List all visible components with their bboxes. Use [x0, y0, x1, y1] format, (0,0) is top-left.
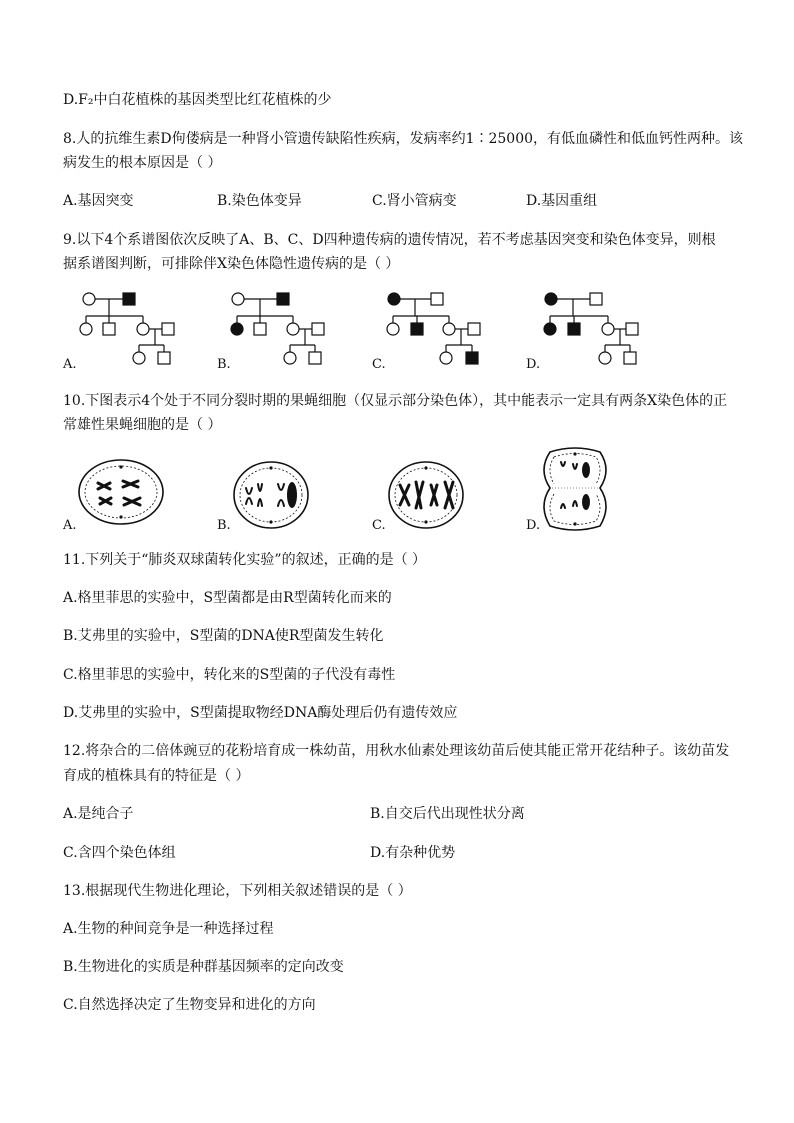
pedigree-b	[227, 290, 347, 370]
q8-option-b: B.染色体变异	[217, 193, 302, 209]
q11-option-d: D.艾弗里的实验中，S型菌提取物经DNA酶处理后仍有遗传效应	[63, 705, 458, 721]
pedigree-a	[78, 290, 198, 370]
q11-stem: 11.下列关于“肺炎双球菌转化实验”的叙述，正确的是（ ）	[63, 552, 427, 568]
q13-option-c: C.自然选择决定了生物变异和进化的方向	[63, 997, 316, 1013]
q10-stem-line2: 常雄性果蝇细胞的是（ ）	[63, 417, 222, 433]
pedigree-a-label: A.	[63, 357, 77, 372]
cell-a	[78, 458, 164, 526]
q12-stem-line2: 育成的植株具有的特征是（ ）	[63, 768, 250, 784]
cell-d-label: D.	[526, 518, 541, 533]
q12-option-d: D.有杂种优势	[370, 845, 456, 861]
q8-option-a: A.基因突变	[63, 193, 134, 209]
pedigree-d	[540, 290, 660, 370]
q8-option-d: D.基因重组	[526, 193, 598, 209]
pedigree-c-label: C.	[372, 357, 386, 372]
q12-stem-line1: 12.将杂合的二倍体豌豆的花粉培育成一株幼苗，用秋水仙素处理该幼苗后使其能正常开花结种子。该幼苗发	[63, 743, 730, 759]
q8-stem-line2: 病发生的根本原因是（ ）	[63, 155, 222, 171]
cell-b-label: B.	[217, 518, 231, 533]
q12-option-b: B.自交后代出现性状分离	[370, 806, 525, 822]
q12-option-c: C.含四个染色体组	[63, 845, 176, 861]
cell-b	[232, 460, 310, 530]
pedigree-c	[383, 290, 503, 370]
cell-a-label: A.	[63, 518, 77, 533]
q11-option-a: A.格里菲思的实验中，S型菌都是由R型菌转化而来的	[63, 590, 392, 606]
cell-c	[387, 460, 465, 530]
q13-option-b: B.生物进化的实质是种群基因频率的定向改变	[63, 959, 344, 975]
q11-option-c: C.格里菲思的实验中，转化来的S型菌的子代没有毒性	[63, 667, 396, 683]
cell-c-label: C.	[372, 518, 386, 533]
q12-option-a: A.是纯合子	[63, 806, 134, 822]
q11-option-b: B.艾弗里的实验中，S型菌的DNA使R型菌发生转化	[63, 628, 384, 644]
pedigree-b-label: B.	[217, 357, 231, 372]
q8-option-c: C.肾小管病变	[372, 193, 457, 209]
q8-stem-line1: 8.人的抗维生素D佝偻病是一种肾小管遗传缺陷性疾病，发病率约1∶25000，有低血磷性和低血钙性两种。该	[63, 131, 744, 147]
q13-option-a: A.生物的种间竞争是一种选择过程	[63, 921, 274, 937]
q10-stem-line1: 10.下图表示4个处于不同分裂时期的果蝇细胞（仅显示部分染色体），其中能表示一定具有两条X染色体的正	[63, 393, 728, 409]
q9-stem-line2: 据系谱图判断，可排除伴X染色体隐性遗传病的是（ ）	[63, 256, 400, 272]
pedigree-d-label: D.	[526, 357, 541, 372]
q7-option-d: D.F₂中白花植株的基因类型比红花植株的少	[63, 92, 332, 108]
q13-stem: 13.根据现代生物进化理论，下列相关叙述错误的是（ ）	[63, 883, 412, 899]
q9-stem-line1: 9.以下4个系谱图依次反映了A、B、C、D四种遗传病的遗传情况，若不考虑基因突变和染色体变异，则根	[63, 232, 716, 248]
cell-d	[540, 448, 610, 530]
